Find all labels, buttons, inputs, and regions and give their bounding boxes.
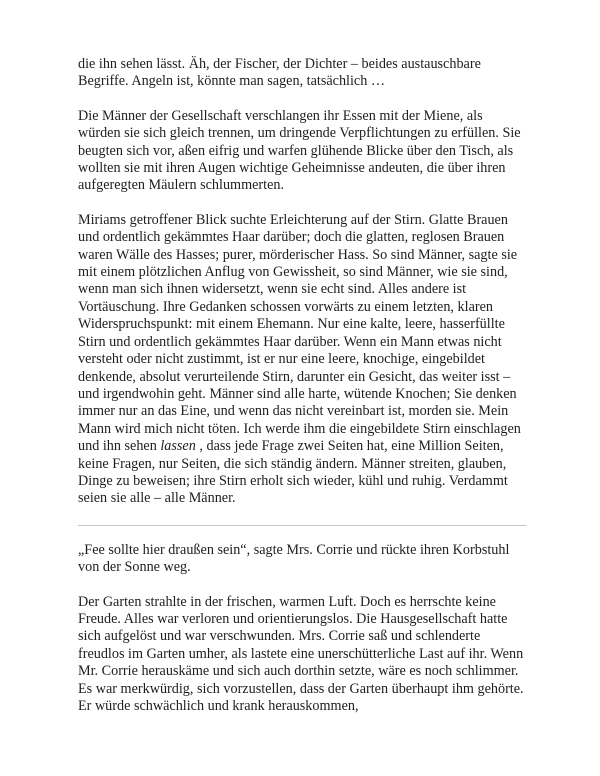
paragraph-2: Die Männer der Gesellschaft verschlangen ihr Essen mit der Miene, als würden sie sich gleich trennen, um dringende Verpflichtungen zu erfüllen. Sie beugten sich vor, aßen eifrig und warfen glühende Blicke über den Tisch, als wollten sie mit ihren Augen wichtige Geheimnisse andeuten, die über ihren aufgeregten Mäulern schlummerten. [78, 107, 521, 194]
paragraph-1: die ihn sehen lässt. Äh, der Fischer, der Dichter – beides austauschbare Begriffe. Angeln ist, könnte man sagen, tatsächlich … [78, 56, 481, 90]
emphasis-lassen: lassen [160, 438, 196, 455]
paragraph-5: Der Garten strahlte in der frischen, warmen Luft. Doch es herrschte keine Freude. Alles war verloren und orientierungslos. Die Hausgesellschaft hatte sich aufgelöst und war verschwunden. Mrs. Corrie saß und schlenderte freudlos im Garten umher, als lastete eine unerschütterliche Last auf ihr. Wenn Mr. Corrie herauskäme und sich auch dorthin setzte, wäre es noch schlimmer. Es war merkwürdig, sich vorzustellen, dass der Garten überhaupt ihm gehörte. Er würde schwächlich und krank herauskommen, [78, 593, 524, 714]
paragraph-4: „Fee sollte hier draußen sein“, sagte Mrs. Corrie und rückte ihren Korbstuhl von der Sonne weg. [78, 541, 510, 576]
paragraph-3 [78, 212, 526, 508]
paragraph-3-text-after: , dass jede Frage zwei Seiten hat, eine Million Seiten, keine Fragen, nur Seiten, die sich ständig ändern. Männer streiten, glauben, Dinge zu beweisen; ihre Stirn erholt sich wieder, kühl und ruhig. Verdammt seien sie alle – alle Männer. [78, 438, 508, 507]
paragraph-3-text-before: Miriams getroffener Blick suchte Erleichterung auf der Stirn. Glatte Brauen und ordentlich gekämmtes Haar darüber; doch die glatten, reglosen Brauen waren Wälle des Hasses; purer, mörderischer Hass. So sind Männer, sagte sie mit einem plötzlichen Anflug von Gewissheit, so sind Männer, wie sie sind, wenn man sich ihnen widersetzt, wenn sie echt sind. Alles andere ist Vortäuschung. Ihre Gedanken schossen vorwärts zu einem letzten, klaren Widerspruchspunkt: mit einem Ehemann. Nur eine kalte, leere, hasserfüllte Stirn und ordentlich gekämmtes Haar darüber. Wenn ein Mann etwas nicht versteht oder nicht zustimmt, ist er nur eine leere, knochige, eingebildet denkende, absolut verurteilende Stirn, darunter ein Gesicht, das weiter isst – und irgendwohin geht. Männer sind alle harte, wütende Knochen; Sie denken immer nur an das Eine, und wenn das nicht vereinbart ist, morden sie. Mein Mann wird mich nicht töten. Ich werde ihm die eingebildete Stirn einschlagen und ihn sehen [78, 211, 521, 455]
section-divider [78, 525, 526, 526]
document-page [78, 56, 526, 732]
